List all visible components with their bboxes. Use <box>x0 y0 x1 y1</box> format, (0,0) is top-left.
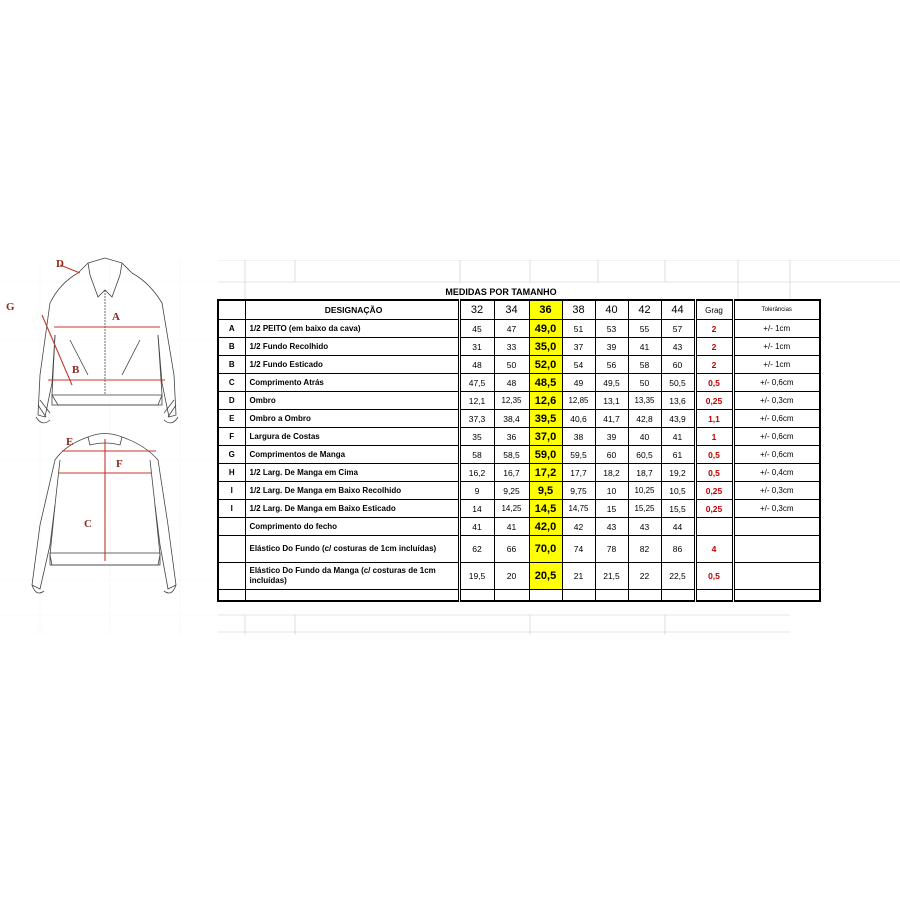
size-value-cell: 58 <box>628 356 661 374</box>
tolerance-cell: +/- 0,3cm <box>733 392 820 410</box>
size-value-cell: 12,85 <box>562 392 595 410</box>
jacket-technical-sketch <box>0 255 218 640</box>
size-value-cell: 22,5 <box>661 563 695 590</box>
blank-cell <box>529 590 562 602</box>
row-letter <box>218 536 245 563</box>
header-size-32: 32 <box>459 300 494 320</box>
size-value-cell: 21,5 <box>595 563 628 590</box>
size-value-cell: 70,0 <box>529 536 562 563</box>
size-value-cell: 60,5 <box>628 446 661 464</box>
row-letter: H <box>218 464 245 482</box>
size-value-cell: 15,5 <box>661 500 695 518</box>
row-letter: B <box>218 356 245 374</box>
sketch-label-d: D <box>56 258 64 270</box>
size-value-cell: 49,5 <box>595 374 628 392</box>
size-value-cell: 48 <box>459 356 494 374</box>
row-designation: Ombro a Ombro <box>245 410 459 428</box>
header-letter-cell <box>218 300 245 320</box>
size-value-cell: 13,1 <box>595 392 628 410</box>
tolerance-cell: +/- 0,6cm <box>733 446 820 464</box>
header-size-40: 40 <box>595 300 628 320</box>
size-value-cell: 15 <box>595 500 628 518</box>
header-designation: DESIGNAÇÃO <box>245 300 459 320</box>
size-value-cell: 61 <box>661 446 695 464</box>
size-value-cell: 14 <box>459 500 494 518</box>
row-letter: F <box>218 428 245 446</box>
sketch-label-e: E <box>66 436 74 448</box>
size-value-cell: 12,1 <box>459 392 494 410</box>
row-letter: G <box>218 446 245 464</box>
size-value-cell: 35,0 <box>529 338 562 356</box>
size-value-cell: 55 <box>628 320 661 338</box>
grading-cell: 0,25 <box>695 392 733 410</box>
size-value-cell: 16,2 <box>459 464 494 482</box>
size-value-cell: 10 <box>595 482 628 500</box>
tolerance-cell: +/- 0,6cm <box>733 410 820 428</box>
sketch-label-a: A <box>112 311 120 323</box>
size-value-cell: 41 <box>459 518 494 536</box>
size-value-cell: 19,5 <box>459 563 494 590</box>
size-value-cell: 41 <box>494 518 529 536</box>
sketch-label-c: C <box>84 518 92 530</box>
size-value-cell: 15,25 <box>628 500 661 518</box>
table-row <box>218 428 820 446</box>
size-value-cell: 48 <box>494 374 529 392</box>
size-value-cell: 36 <box>494 428 529 446</box>
grading-cell: 2 <box>695 356 733 374</box>
size-value-cell: 47,5 <box>459 374 494 392</box>
size-value-cell: 52,0 <box>529 356 562 374</box>
size-value-cell: 13,35 <box>628 392 661 410</box>
size-value-cell: 14,25 <box>494 500 529 518</box>
row-designation: 1/2 Larg. De Manga em Baixo Recolhido <box>245 482 459 500</box>
size-value-cell: 17,7 <box>562 464 595 482</box>
size-value-cell: 39 <box>595 428 628 446</box>
blank-cell <box>459 590 494 602</box>
size-value-cell: 43 <box>628 518 661 536</box>
blank-cell <box>695 590 733 602</box>
size-value-cell: 54 <box>562 356 595 374</box>
size-value-cell: 10,25 <box>628 482 661 500</box>
tolerance-cell: +/- 0,3cm <box>733 500 820 518</box>
size-value-cell: 38,4 <box>494 410 529 428</box>
header-grading: Grag <box>695 300 733 320</box>
row-letter <box>218 563 245 590</box>
size-value-cell: 62 <box>459 536 494 563</box>
size-value-cell: 19,2 <box>661 464 695 482</box>
size-value-cell: 41,7 <box>595 410 628 428</box>
size-value-cell: 37 <box>562 338 595 356</box>
size-value-cell: 50 <box>628 374 661 392</box>
size-value-cell: 38 <box>562 428 595 446</box>
grading-cell: 0,5 <box>695 374 733 392</box>
row-letter <box>218 518 245 536</box>
grading-cell: 0,25 <box>695 482 733 500</box>
table-row <box>218 374 820 392</box>
size-value-cell: 42 <box>562 518 595 536</box>
size-value-cell: 42,0 <box>529 518 562 536</box>
table-row <box>218 320 820 338</box>
tolerance-cell: +/- 1cm <box>733 356 820 374</box>
row-letter: B <box>218 338 245 356</box>
size-value-cell: 33 <box>494 338 529 356</box>
size-value-cell: 58 <box>459 446 494 464</box>
tolerance-cell <box>733 563 820 590</box>
size-value-cell: 58,5 <box>494 446 529 464</box>
size-value-cell: 12,35 <box>494 392 529 410</box>
tolerance-cell: +/- 0,6cm <box>733 374 820 392</box>
size-value-cell: 35 <box>459 428 494 446</box>
table-row <box>218 563 820 590</box>
row-designation: Comprimento Atrás <box>245 374 459 392</box>
row-letter: I <box>218 482 245 500</box>
size-value-cell: 17,2 <box>529 464 562 482</box>
size-value-cell: 22 <box>628 563 661 590</box>
blank-cell <box>494 590 529 602</box>
size-value-cell: 12,6 <box>529 392 562 410</box>
size-value-cell: 41 <box>628 338 661 356</box>
size-value-cell: 60 <box>595 446 628 464</box>
blank-cell <box>245 590 459 602</box>
row-designation: 1/2 Fundo Recolhido <box>245 338 459 356</box>
size-value-cell: 43 <box>661 338 695 356</box>
blank-cell <box>562 590 595 602</box>
size-value-cell: 56 <box>595 356 628 374</box>
grading-cell: 4 <box>695 536 733 563</box>
row-designation: Comprimento do fecho <box>245 518 459 536</box>
size-value-cell: 39,5 <box>529 410 562 428</box>
row-letter: I <box>218 500 245 518</box>
blank-cell <box>661 590 695 602</box>
size-value-cell: 9,25 <box>494 482 529 500</box>
size-value-cell: 47 <box>494 320 529 338</box>
size-value-cell: 59,5 <box>562 446 595 464</box>
row-designation: Ombro <box>245 392 459 410</box>
size-value-cell: 14,5 <box>529 500 562 518</box>
grading-cell: 0,25 <box>695 500 733 518</box>
size-value-cell: 48,5 <box>529 374 562 392</box>
row-designation: Comprimentos de Manga <box>245 446 459 464</box>
header-size-42: 42 <box>628 300 661 320</box>
grading-cell: 1,1 <box>695 410 733 428</box>
table-row <box>218 392 820 410</box>
size-value-cell: 74 <box>562 536 595 563</box>
table-row <box>218 536 820 563</box>
size-value-cell: 66 <box>494 536 529 563</box>
table-row <box>218 500 820 518</box>
size-value-cell: 53 <box>595 320 628 338</box>
size-value-cell: 9,5 <box>529 482 562 500</box>
size-value-cell: 40 <box>628 428 661 446</box>
tolerance-cell: +/- 1cm <box>733 338 820 356</box>
size-value-cell: 60 <box>661 356 695 374</box>
size-value-cell: 50,5 <box>661 374 695 392</box>
size-value-cell: 39 <box>595 338 628 356</box>
size-value-cell: 10,5 <box>661 482 695 500</box>
size-value-cell: 41 <box>661 428 695 446</box>
size-value-cell: 18,2 <box>595 464 628 482</box>
size-value-cell: 40,6 <box>562 410 595 428</box>
size-value-cell: 82 <box>628 536 661 563</box>
size-value-cell: 43 <box>595 518 628 536</box>
grading-cell <box>695 518 733 536</box>
header-size-38: 38 <box>562 300 595 320</box>
size-value-cell: 20,5 <box>529 563 562 590</box>
tolerance-cell: +/- 0,4cm <box>733 464 820 482</box>
size-value-cell: 86 <box>661 536 695 563</box>
header-size-36: 36 <box>529 300 562 320</box>
row-letter: C <box>218 374 245 392</box>
size-value-cell: 9 <box>459 482 494 500</box>
size-value-cell: 31 <box>459 338 494 356</box>
table-row <box>218 446 820 464</box>
sketch-label-f: F <box>116 458 123 470</box>
row-designation: Elástico Do Fundo da Manga (c/ costuras de 1cm incluídas) <box>245 563 459 590</box>
size-value-cell: 50 <box>494 356 529 374</box>
size-value-cell: 13,6 <box>661 392 695 410</box>
size-value-cell: 59,0 <box>529 446 562 464</box>
size-value-cell: 9,75 <box>562 482 595 500</box>
table-row <box>218 338 820 356</box>
blank-cell <box>733 590 820 602</box>
size-value-cell: 37,3 <box>459 410 494 428</box>
grading-cell: 1 <box>695 428 733 446</box>
tolerance-cell: +/- 0,3cm <box>733 482 820 500</box>
tolerance-cell <box>733 536 820 563</box>
size-measurements-table <box>217 299 821 602</box>
size-value-cell: 16,7 <box>494 464 529 482</box>
grading-cell: 0,5 <box>695 563 733 590</box>
blank-cell <box>595 590 628 602</box>
grading-cell: 0,5 <box>695 464 733 482</box>
blank-cell <box>218 590 245 602</box>
size-value-cell: 20 <box>494 563 529 590</box>
header-size-34: 34 <box>494 300 529 320</box>
row-designation: 1/2 PEITO (em baixo da cava) <box>245 320 459 338</box>
row-designation: 1/2 Larg. De Manga em Baixo Esticado <box>245 500 459 518</box>
size-value-cell: 45 <box>459 320 494 338</box>
size-value-cell: 14,75 <box>562 500 595 518</box>
table-row <box>218 356 820 374</box>
size-value-cell: 21 <box>562 563 595 590</box>
row-designation: 1/2 Fundo Esticado <box>245 356 459 374</box>
size-value-cell: 51 <box>562 320 595 338</box>
row-letter: A <box>218 320 245 338</box>
table-row <box>218 410 820 428</box>
table-row <box>218 464 820 482</box>
tolerance-cell: +/- 1cm <box>733 320 820 338</box>
size-value-cell: 49,0 <box>529 320 562 338</box>
row-designation: Largura de Costas <box>245 428 459 446</box>
grading-cell: 2 <box>695 320 733 338</box>
row-letter: E <box>218 410 245 428</box>
grading-cell: 2 <box>695 338 733 356</box>
size-value-cell: 37,0 <box>529 428 562 446</box>
row-designation: 1/2 Larg. De Manga em Cima <box>245 464 459 482</box>
size-value-cell: 43,9 <box>661 410 695 428</box>
size-value-cell: 44 <box>661 518 695 536</box>
sketch-label-b: B <box>72 364 80 376</box>
blank-cell <box>628 590 661 602</box>
sketch-label-g: G <box>6 301 15 313</box>
size-value-cell: 78 <box>595 536 628 563</box>
sheet-title: MEDIDAS POR TAMANHO <box>445 287 557 297</box>
table-row <box>218 482 820 500</box>
tolerance-cell <box>733 518 820 536</box>
grading-cell: 0,5 <box>695 446 733 464</box>
size-value-cell: 49 <box>562 374 595 392</box>
table-row-blank <box>218 590 820 602</box>
row-letter: D <box>218 392 245 410</box>
size-value-cell: 42,8 <box>628 410 661 428</box>
table-header-row <box>218 300 820 320</box>
tolerance-cell: +/- 0,6cm <box>733 428 820 446</box>
table-row <box>218 518 820 536</box>
header-size-44: 44 <box>661 300 695 320</box>
size-value-cell: 57 <box>661 320 695 338</box>
header-tolerance: Tolerâncias <box>733 300 820 320</box>
size-value-cell: 18,7 <box>628 464 661 482</box>
row-designation: Elástico Do Fundo (c/ costuras de 1cm incluídas) <box>245 536 459 563</box>
